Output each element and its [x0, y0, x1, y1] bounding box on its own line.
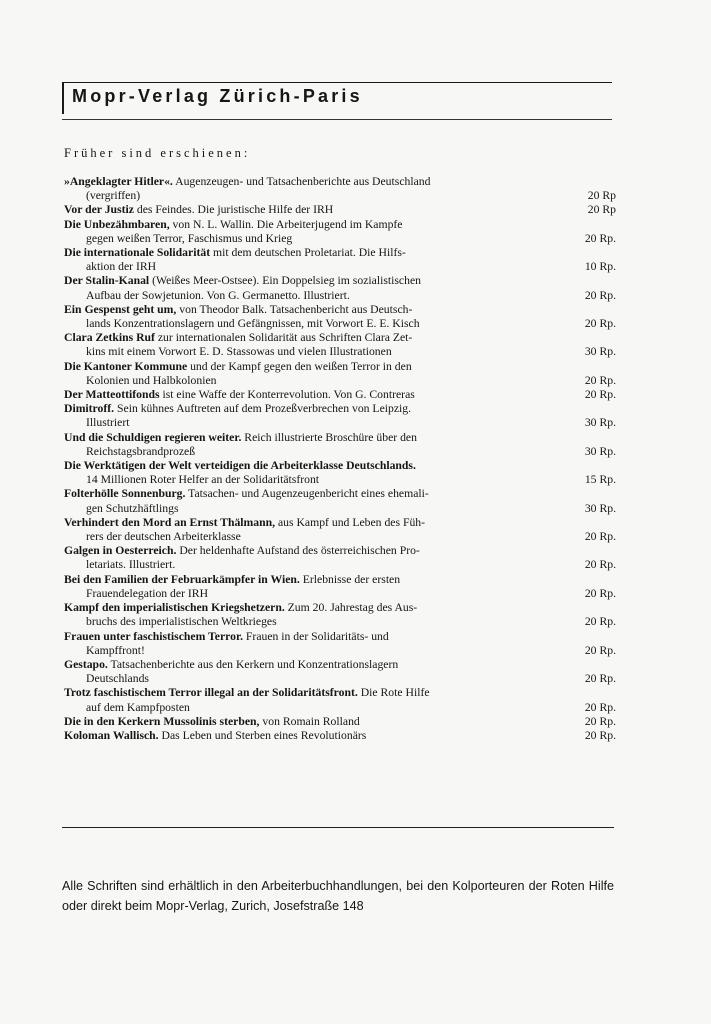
- entry-price: 20 Rp: [587, 189, 616, 203]
- entry-text: [64, 431, 566, 459]
- entry-description: Zum 20. Jahrestag des Aus-: [284, 601, 418, 615]
- entry-description: mit dem deutschen Proletariat. Die Hilfs-: [210, 246, 406, 260]
- entry-title: Trotz faschistischem Terror illegal an der Solidaritätsfront.: [64, 686, 358, 700]
- entry-title: Dimitroff.: [64, 402, 115, 416]
- entry-text: [64, 601, 566, 629]
- list-item: [64, 729, 616, 743]
- entry-text: [64, 360, 566, 388]
- entry-text: [64, 246, 566, 274]
- entry-text: [64, 175, 566, 203]
- entry-continuation: aktion der IRH: [86, 260, 157, 274]
- entry-description: (Weißes Meer-Ostsee). Ein Doppelsieg im sozialistischen: [149, 274, 421, 288]
- entry-description: Der heldenhafte Aufstand des österreichischen Pro-: [176, 544, 420, 558]
- list-end-rule: [62, 827, 614, 828]
- entry-description: zur internationalen Solidarität aus Schriften Clara Zet-: [154, 331, 413, 345]
- list-item: [64, 715, 616, 729]
- entry-price: 30 Rp.: [584, 416, 616, 430]
- entry-price: 20 Rp.: [584, 530, 616, 544]
- entry-description: von Theodor Balk. Tatsachenbericht aus Deutsch-: [176, 302, 413, 316]
- list-item: [64, 686, 616, 714]
- entry-text: [64, 630, 566, 658]
- entry-price: 20 Rp.: [584, 558, 616, 572]
- list-item: [64, 544, 616, 572]
- list-item: [64, 459, 616, 487]
- entry-description: und der Kampf gegen den weißen Terror in den: [187, 359, 412, 373]
- entry-title: Und die Schuldigen regieren weiter.: [64, 430, 242, 444]
- entry-text: [64, 487, 566, 515]
- list-item: [64, 573, 616, 601]
- entry-continuation: Aufbau der Sowjetunion. Von G. Germanetto. Illustriert.: [86, 288, 350, 302]
- entry-price: 20 Rp.: [584, 373, 616, 387]
- entry-description: Frauen in der Solidaritäts- und: [243, 629, 389, 643]
- entry-price: 30 Rp.: [584, 345, 616, 359]
- publisher-title: Mopr-Verlag Zürich-Paris: [72, 86, 363, 106]
- entry-text: [64, 573, 566, 601]
- list-item: [64, 303, 616, 331]
- entry-description: von Romain Rolland: [259, 714, 360, 728]
- entry-description: Tatsachen- und Augenzeugenbericht eines ehemali-: [185, 487, 429, 501]
- entry-description: Die Rote Hilfe: [357, 686, 430, 700]
- entry-title: Koloman Wallisch.: [64, 728, 159, 742]
- entry-price: 15 Rp.: [584, 473, 616, 487]
- entry-text: [64, 388, 566, 402]
- entry-title: Clara Zetkins Ruf: [64, 331, 155, 345]
- entry-price: 20 Rp.: [584, 714, 616, 728]
- entry-continuation: kins mit einem Vorwort E. D. Stassowas und vielen Illustrationen: [86, 345, 392, 359]
- entry-continuation: Deutschlands: [86, 672, 149, 686]
- list-item: [64, 218, 616, 246]
- entry-price: 20 Rp.: [584, 643, 616, 657]
- entry-title: Ein Gespenst geht um,: [64, 302, 177, 316]
- entry-title: »Angeklagter Hitler«.: [64, 175, 173, 188]
- header-bottom-rule: [62, 119, 612, 120]
- entry-continuation: auf dem Kampfposten: [86, 700, 190, 714]
- entry-text: [64, 402, 566, 430]
- entry-title: Folterhölle Sonnenburg.: [64, 487, 186, 501]
- entry-text: [64, 729, 566, 743]
- entry-price: 20 Rp.: [584, 288, 616, 302]
- entry-description: Das Leben und Sterben eines Revolutionärs: [158, 728, 367, 742]
- entry-text: [64, 303, 566, 331]
- entry-title: Der Stalin-Kanal: [64, 274, 150, 288]
- entry-title: Die in den Kerkern Mussolinis sterben,: [64, 714, 260, 728]
- header-top-rule: [62, 82, 612, 83]
- entry-description: ist eine Waffe der Konterrevolution. Von G. Contreras: [159, 388, 415, 402]
- list-item: [64, 658, 616, 686]
- entry-title: Bei den Familien der Februarkämpfer in Wien.: [64, 572, 300, 586]
- entry-description: Augenzeugen- und Tatsachenberichte aus Deutschland: [172, 175, 431, 188]
- entry-title: Vor der Justiz: [64, 203, 134, 217]
- list-item: [64, 601, 616, 629]
- entry-continuation: lands Konzentrationslagern und Gefängnissen, mit Vorwort E. E. Kisch: [86, 317, 420, 331]
- entry-text: [64, 658, 566, 686]
- list-subheading: Früher sind erschienen:: [64, 146, 251, 160]
- entry-price: 20 Rp.: [584, 615, 616, 629]
- list-item: [64, 516, 616, 544]
- list-item: [64, 360, 616, 388]
- entry-price: 20 Rp.: [584, 231, 616, 245]
- entry-continuation: Kampffront!: [86, 643, 145, 657]
- entry-continuation: Frauendelegation der IRH: [86, 586, 209, 600]
- entry-price: 30 Rp.: [584, 501, 616, 515]
- entry-description: Reich illustrierte Broschüre über den: [241, 430, 417, 444]
- entry-price: 30 Rp.: [584, 444, 616, 458]
- entry-title: Kampf den imperialistischen Kriegshetzern.: [64, 601, 285, 615]
- entry-price: 20 Rp.: [584, 586, 616, 600]
- entry-continuation: gen Schutzhäftlings: [86, 501, 179, 515]
- entry-title: Die Kantoner Kommune: [64, 359, 188, 373]
- list-item: [64, 331, 616, 359]
- entry-text: [64, 203, 566, 217]
- entry-description: Sein kühnes Auftreten auf dem Prozeßverbrechen von Leipzig.: [114, 402, 412, 416]
- entry-continuation: Reichstagsbrandprozeß: [86, 444, 196, 458]
- entry-description: aus Kampf und Leben des Füh-: [275, 515, 426, 529]
- entry-title: Verhindert den Mord an Ernst Thälmann,: [64, 515, 276, 529]
- entry-title: Gestapo.: [64, 657, 108, 671]
- entry-continuation: letariats. Illustriert.: [86, 558, 176, 572]
- entry-description: des Feindes. Die juristische Hilfe der IRH: [133, 203, 334, 217]
- entry-continuation: Kolonien und Halbkolonien: [86, 373, 217, 387]
- publication-list: [64, 175, 616, 743]
- entry-continuation: rers der deutschen Arbeiterklasse: [86, 530, 241, 544]
- entry-continuation: Illustriert: [86, 416, 130, 430]
- entry-continuation: 14 Millionen Roter Helfer an der Solidaritätsfront: [86, 473, 320, 487]
- list-item: [64, 274, 616, 302]
- entry-price: 20 Rp.: [584, 700, 616, 714]
- list-item: [64, 487, 616, 515]
- entry-price: 20 Rp.: [584, 388, 616, 402]
- entry-price: 20 Rp.: [584, 672, 616, 686]
- entry-title: Galgen in Oesterreich.: [64, 544, 177, 558]
- list-item: [64, 402, 616, 430]
- entry-text: [64, 274, 566, 302]
- entry-description: Tatsachenberichte aus den Kerkern und Konzentrationslagern: [107, 657, 399, 671]
- entry-text: [64, 516, 566, 544]
- entry-price: 20 Rp.: [584, 317, 616, 331]
- entry-text: [64, 331, 566, 359]
- entry-title: Frauen unter faschistischem Terror.: [64, 629, 243, 643]
- list-item: [64, 175, 616, 203]
- entry-description: Erlebnisse der ersten: [299, 572, 401, 586]
- entry-text: [64, 686, 566, 714]
- entry-text: [64, 715, 566, 729]
- list-item: [64, 388, 616, 402]
- entry-title: Die Werktätigen der Welt verteidigen die Arbeiterklasse Deutschlands.: [64, 459, 416, 473]
- entry-continuation: gegen weißen Terror, Faschismus und Krieg: [86, 231, 293, 245]
- entry-text: [64, 459, 566, 487]
- entry-continuation: bruchs des imperialistischen Weltkrieges: [86, 615, 277, 629]
- entry-price: 10 Rp.: [584, 260, 616, 274]
- entry-text: [64, 544, 566, 572]
- entry-description: von N. L. Wallin. Die Arbeiterjugend im Kampfe: [169, 217, 403, 231]
- entry-price: 20 Rp.: [584, 728, 616, 742]
- entry-continuation: (vergriffen): [86, 189, 141, 203]
- list-item: [64, 203, 616, 217]
- entry-title: Der Matteottifonds: [64, 388, 160, 402]
- list-item: [64, 431, 616, 459]
- entry-title: Die internationale Solidarität: [64, 246, 211, 260]
- entry-title: Die Unbezähmbaren,: [64, 217, 170, 231]
- list-item: [64, 246, 616, 274]
- availability-note: Alle Schriften sind erhältlich in den Arbeiterbuchhandlungen, bei den Kolporteuren der Roten Hilfe oder direkt beim Mopr-Verlag, Zurich, Josefstraße 148: [62, 879, 614, 913]
- entry-price: 20 Rp: [587, 203, 616, 217]
- header-left-bar: [62, 82, 64, 114]
- entry-text: [64, 218, 566, 246]
- list-item: [64, 630, 616, 658]
